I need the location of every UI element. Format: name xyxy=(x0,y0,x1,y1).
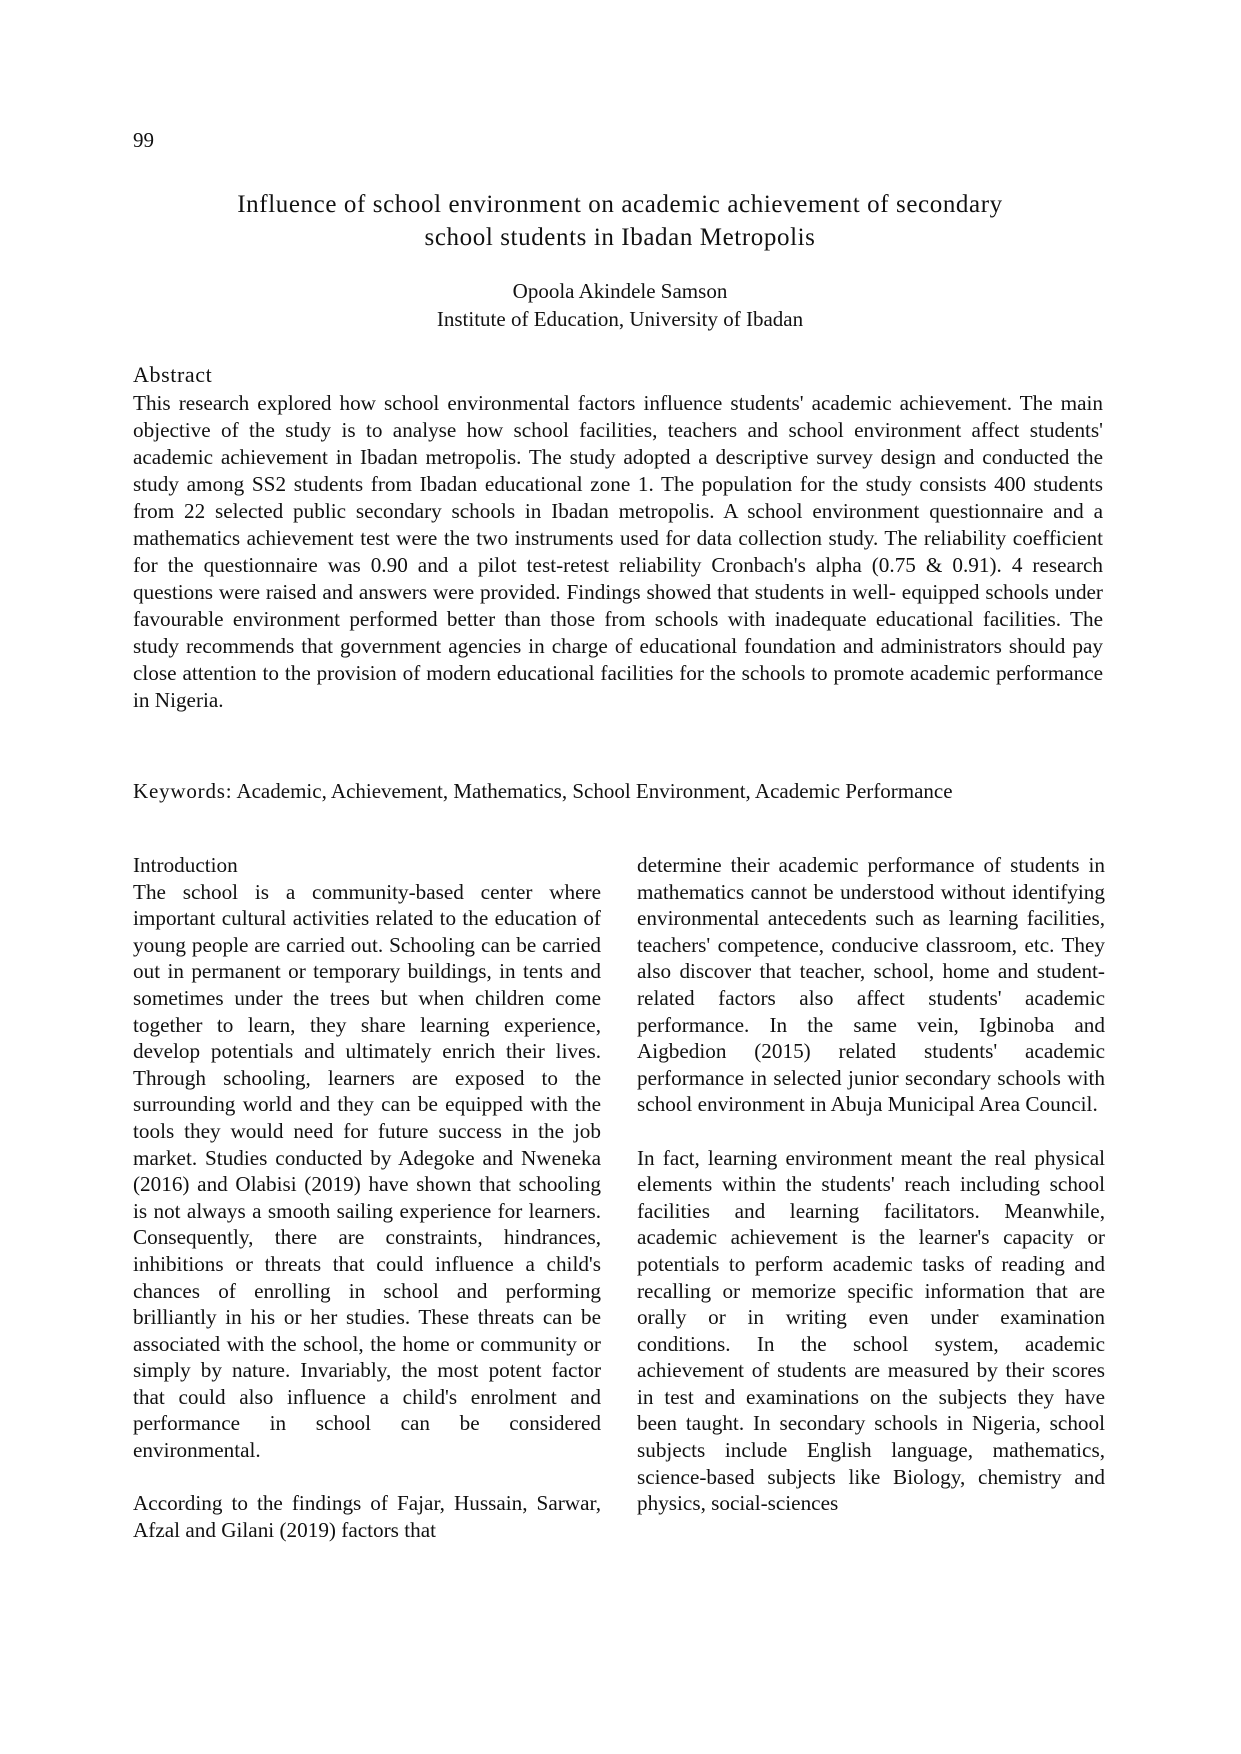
body-paragraph: According to the findings of Fajar, Hussain, Sarwar, Afzal and Gilani (2019) factors that xyxy=(133,1491,601,1542)
title-line-2: school students in Ibadan Metropolis xyxy=(424,224,816,251)
keywords-list: Academic, Achievement, Mathematics, School Environment, Academic Performance xyxy=(232,779,953,803)
author-affiliation: Institute of Education, University of Ibadan xyxy=(436,307,804,331)
author-block xyxy=(130,277,1110,333)
author-name: Opoola Akindele Samson xyxy=(512,279,728,303)
paper-title xyxy=(130,188,1110,254)
title-line-1: Influence of school environment on academic achievement of secondary xyxy=(237,191,1003,218)
body-paragraph: In fact, learning environment meant the real physical elements within the students' reach including school facilities and learning facilitators. Meanwhile, academic achievement is the learner's capacity or potentials to perform academic tasks of reading and recalling or memorize specific information that are orally or in writing even under examination conditions. In the school system, academic achievement of students are measured by their scores in test and examinations on the subjects they have been taught. In secondary schools in Nigeria, school subjects include English language, mathematics, science-based subjects like Biology, chemistry and physics, social-sciences xyxy=(637,1145,1105,1516)
abstract-body: This research explored how school environmental factors influence students' academic achievement. The main objective of the study is to analyse how school facilities, teachers and school environment affect students' academic achievement in Ibadan metropolis. The study adopted a descriptive survey design and conducted the study among SS2 students from Ibadan educational zone 1. The population for the study consists 400 students from 22 selected public secondary schools in Ibadan metropolis. A school environment questionnaire and a mathematics achievement test were the two instruments used for data collection study. The reliability coefficient for the questionnaire was 0.90 and a pilot test-retest reliability Cronbach's alpha (0.75 & 0.91). 4 research questions were raised and answers were provided. Findings showed that students in well- equipped schools under favourable environment performed better than those from schools with inadequate educational facilities. The study recommends that government agencies in charge of educational foundation and administrators should pay close attention to the provision of modern educational facilities for the schools to promote academic performance in Nigeria. xyxy=(133,391,1103,712)
keywords xyxy=(133,779,1123,804)
introduction-heading: Introduction xyxy=(133,853,238,877)
left-column xyxy=(133,852,601,1543)
body-paragraph: determine their academic performance of students in mathematics cannot be understood without identifying environmental antecedents such as learning facilities, teachers' competence, conducive classroom, etc. They also discover that teacher, school, home and student-related factors also affect students' academic performance. In the same vein, Igbinoba and Aigbedion (2015) related students' academic performance in selected junior secondary schools with school environment in Abuja Municipal Area Council. xyxy=(637,853,1105,1117)
keywords-label: Keywords: xyxy=(133,779,233,803)
abstract-heading: Abstract xyxy=(133,362,213,387)
page-number: 99 xyxy=(133,128,154,152)
right-column xyxy=(637,852,1105,1517)
body-paragraph: The school is a community-based center where important cultural activities related to the education of young people are carried out. Schooling can be carried out in permanent or temporary buildings, in tents and sometimes under the trees but when children come together to learn, they share learning experience, develop potentials and ultimately enrich their lives. Through schooling, learners are exposed to the surrounding world and they can be equipped with the tools they would need for future success in the job market. Studies conducted by Adegoke and Nweneka (2016) and Olabisi (2019) have shown that schooling is not always a smooth sailing experience for learners. Consequently, there are constraints, hindrances, inhibitions or threats that could influence a child's chances of enrolling in school and performing brilliantly in his or her studies. These threats can be associated with the school, the home or community or simply by nature. Invariably, the most potent factor that could also influence a child's enrolment and performance in school can be considered environmental. xyxy=(133,879,601,1463)
